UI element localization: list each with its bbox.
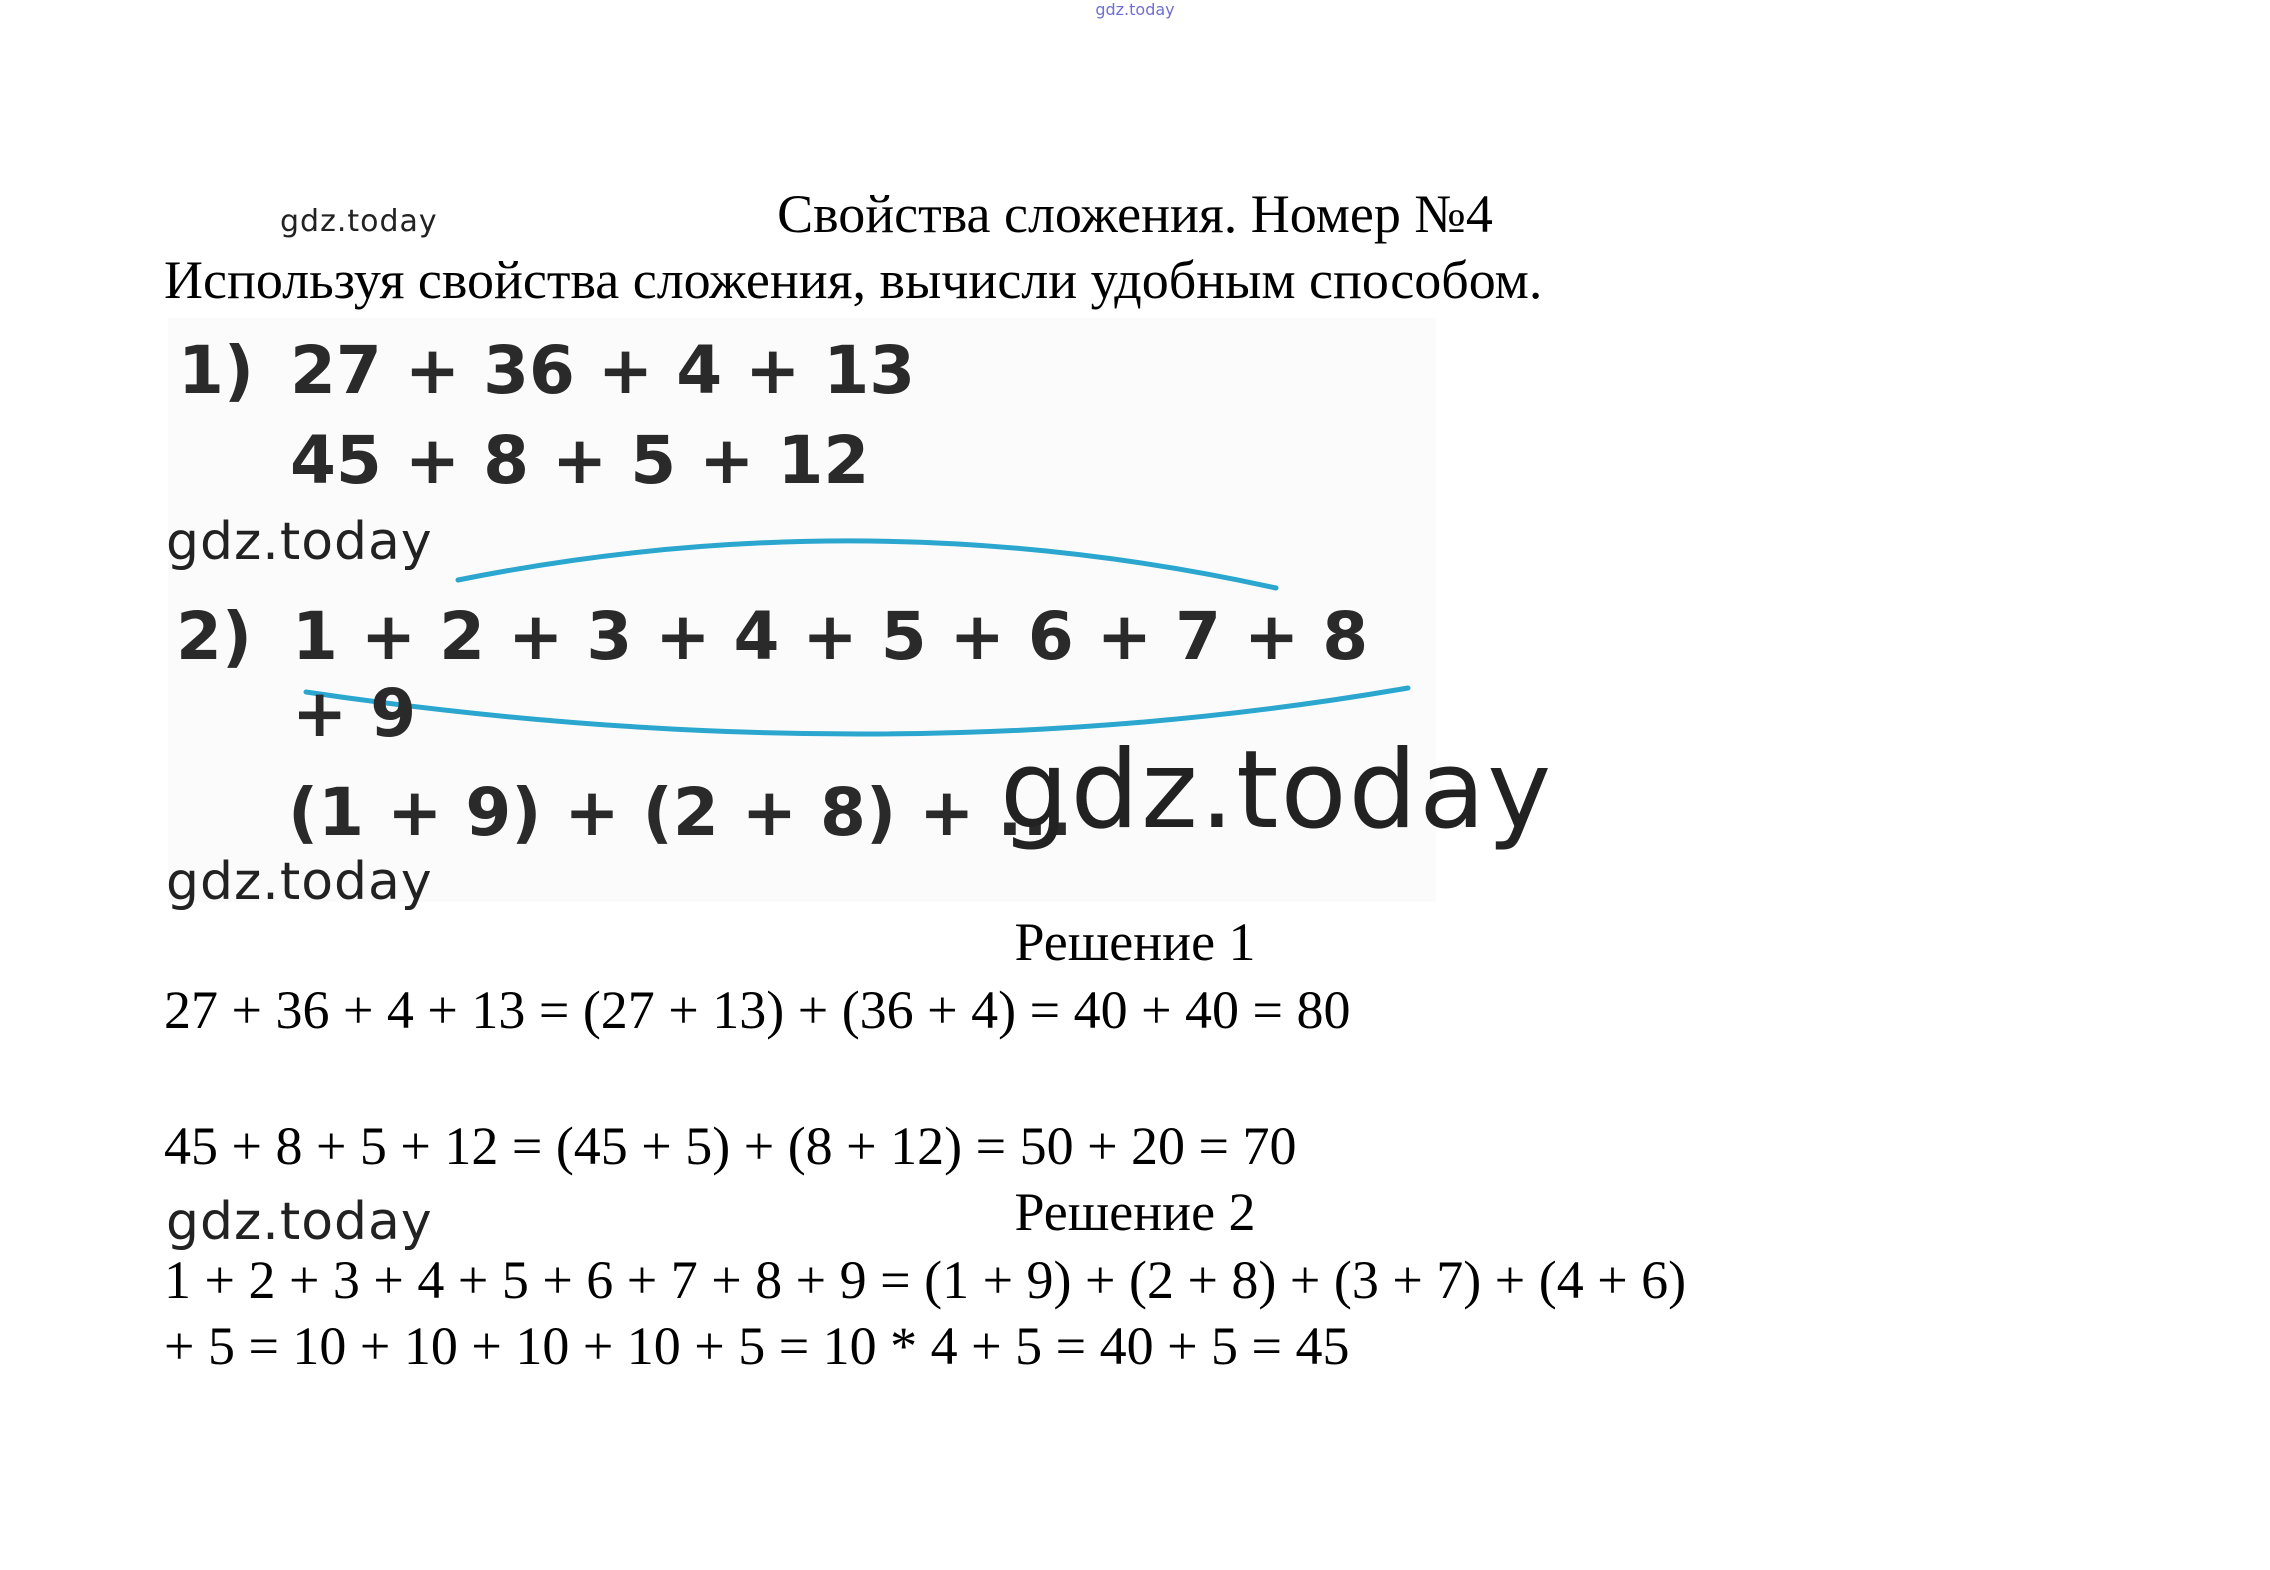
- solution-2-line-1: 1 + 2 + 3 + 4 + 5 + 6 + 7 + 8 + 9 = (1 + 9) + (2 + 8) + (3 + 7) + (4 + 6): [164, 1250, 1687, 1310]
- top-watermark: gdz.today: [1095, 0, 1175, 19]
- page-title: Свойства сложения. Номер №4: [777, 184, 1493, 244]
- upper-arc: [458, 541, 1276, 588]
- exercise-2-hint: (1 + 9) + (2 + 8) + ...: [288, 774, 1073, 851]
- watermark-3: gdz.today: [166, 1192, 433, 1252]
- solution-1-heading: Решение 1: [1014, 912, 1256, 972]
- solution-2-line-2: + 5 = 10 + 10 + 10 + 10 + 5 = 10 * 4 + 5 = 40 + 5 = 45: [164, 1316, 1350, 1376]
- exercise-1-marker: 1): [178, 332, 255, 409]
- solution-1-line-2: 45 + 8 + 5 + 12 = (45 + 5) + (8 + 12) = 50 + 20 = 70: [164, 1116, 1297, 1176]
- exercise-1-line-1: 27 + 36 + 4 + 13: [290, 332, 916, 409]
- watermark-1: gdz.today: [166, 512, 433, 572]
- solution-1-line-1: 27 + 36 + 4 + 13 = (27 + 13) + (36 + 4) = 40 + 40 = 80: [164, 980, 1351, 1040]
- exercise-1-line-2: 45 + 8 + 5 + 12: [290, 422, 870, 499]
- watermark-small: gdz.today: [280, 204, 438, 239]
- solution-2-heading: Решение 2: [1014, 1182, 1256, 1242]
- watermark-2: gdz.today: [166, 852, 433, 912]
- exercise-2-marker: 2): [176, 598, 253, 675]
- exercise-2-line: 1 + 2 + 3 + 4 + 5 + 6 + 7 + 8 + 9: [292, 598, 1369, 752]
- watermark-large: gdz.today: [1000, 728, 1554, 853]
- task-text: Используя свойства сложения, вычисли удобным способом.: [164, 250, 1543, 310]
